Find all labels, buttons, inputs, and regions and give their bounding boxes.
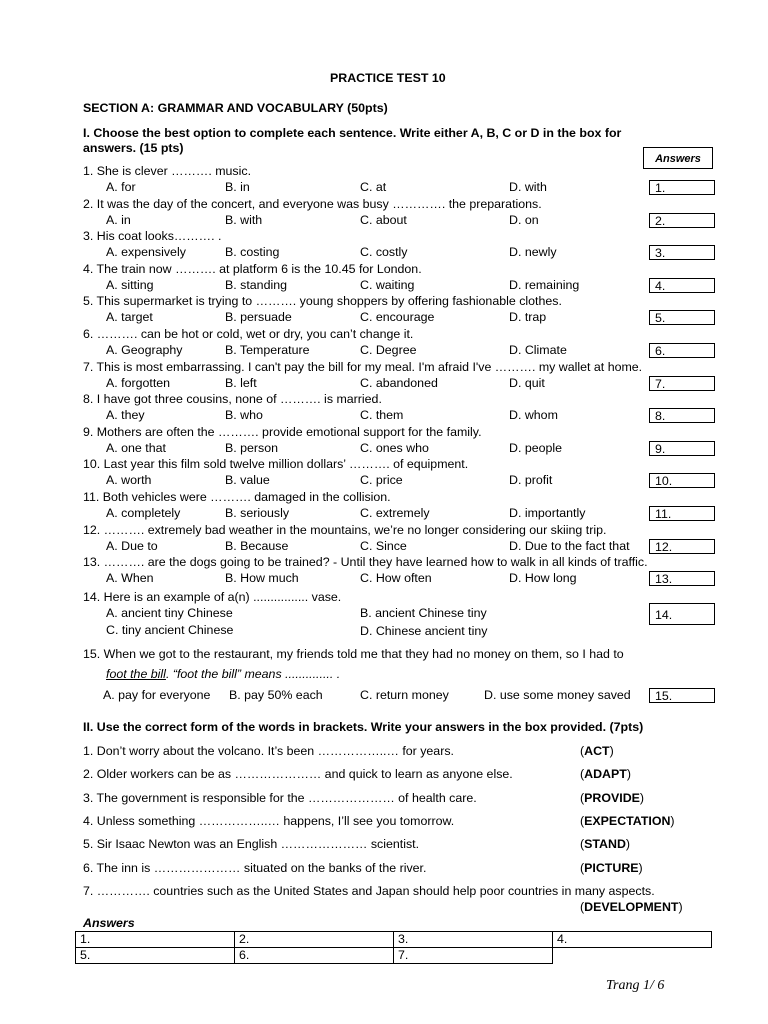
option-d: D. people	[509, 440, 563, 455]
option-d: D. quit	[509, 375, 545, 390]
option-c: C. ones who	[360, 440, 429, 455]
answers-label: Answers	[83, 916, 135, 930]
answer-box[interactable]: 2.	[649, 213, 715, 228]
option-b: B. ancient Chinese tiny	[360, 606, 487, 620]
option-a: A. forgotten	[106, 375, 171, 390]
question-stem: 12. ………. extremely bad weather in the mountains, we’re no longer considering our skiing trip.	[83, 522, 607, 537]
table-row	[76, 948, 712, 964]
page-title: PRACTICE TEST 10	[330, 71, 446, 85]
option-c: C. price	[360, 473, 403, 488]
option-c: C. waiting	[360, 277, 415, 292]
root-word-text: STAND	[584, 837, 626, 851]
option-a: A. for	[106, 180, 136, 194]
option-a: A. pay for everyone	[103, 688, 211, 702]
word-form-sentence: 6. The inn is ………………… situated on the banks of the river.	[83, 861, 427, 875]
question-stem: 13. ………. are the dogs going to be trained? - Until they have learned how to walk in all kinds of traffic.	[83, 555, 648, 570]
option-d: D. importantly	[509, 506, 586, 520]
root-word: (DEVELOPMENT)	[580, 900, 683, 914]
answer-box[interactable]: 14.	[649, 603, 715, 625]
option-d: D. use some money saved	[484, 688, 631, 702]
root-word-text: PICTURE	[584, 861, 639, 875]
option-b: B. Because	[225, 538, 289, 553]
word-form-sentence: 5. Sir Isaac Newton was an English ………………… scientist.	[83, 837, 420, 851]
option-c: C. extremely	[360, 506, 430, 520]
answer-box[interactable]: 8.	[649, 408, 715, 423]
option-a: A. one that	[106, 440, 166, 455]
option-b: B. who	[225, 408, 263, 423]
option-d: D. How long	[509, 571, 577, 586]
option-d: D. Due to the fact that	[509, 538, 630, 553]
answer-box[interactable]: 13.	[649, 571, 715, 586]
question-stem: 2. It was the day of the concert, and everyone was busy …………. the preparations.	[83, 196, 542, 211]
option-b: B. Temperature	[225, 343, 310, 357]
option-b: B. value	[225, 473, 270, 488]
answer-box[interactable]: 3.	[649, 245, 715, 260]
answer-box[interactable]: 7.	[649, 376, 715, 391]
answer-box[interactable]: 15.	[649, 688, 715, 703]
answer-box[interactable]: 9.	[649, 441, 715, 456]
option-c: C. tiny ancient Chinese	[106, 623, 234, 637]
question-stem: 10. Last year this film sold twelve million dollars’ ………. of equipment.	[83, 457, 469, 472]
question-stem: 6. ………. can be hot or cold, wet or dry, you can’t change it.	[83, 327, 414, 341]
word-form-sentence: 4. Unless something ……………..… happens, I’ll see you tomorrow.	[83, 814, 455, 828]
option-b: B. seriously	[225, 506, 290, 520]
option-a: A. they	[106, 408, 145, 423]
answer-box[interactable]: 10.	[649, 473, 715, 488]
option-d: D. with	[509, 180, 547, 194]
root-word-text: ACT	[584, 744, 610, 758]
root-word: (ACT)	[580, 744, 614, 758]
answers-header-box: Answers	[643, 147, 713, 169]
option-a: A. Due to	[106, 538, 158, 553]
option-a: A. completely	[106, 506, 181, 520]
option-c: C. How often	[360, 571, 432, 586]
answer-box[interactable]: 4.	[649, 278, 715, 293]
option-c: C. about	[360, 212, 407, 227]
option-b: B. person	[225, 440, 279, 455]
question-stem: 11. Both vehicles were ………. damaged in the collision.	[83, 490, 391, 504]
part1-instructions-line2: answers. (15 pts)	[83, 141, 184, 155]
page-number: Trang 1/ 6	[606, 978, 665, 993]
question-stem: 9. Mothers are often the ………. provide emotional support for the family.	[83, 424, 482, 439]
option-c: C. abandoned	[360, 375, 438, 390]
option-b: B. How much	[225, 571, 299, 586]
word-form-sentence: 1. Don’t worry about the volcano. It’s been ……………..… for years.	[83, 744, 454, 758]
empty-cell	[553, 948, 712, 964]
option-b: B. in	[225, 180, 250, 194]
answer-box[interactable]: 1.	[649, 180, 715, 195]
option-d: D. Climate	[509, 343, 567, 357]
answer-box[interactable]: 5.	[649, 310, 715, 325]
word-form-sentence: 3. The government is responsible for the ………………… of health care.	[83, 791, 477, 805]
option-d: D. profit	[509, 473, 553, 488]
question-stem: 4. The train now ………. at platform 6 is the 10.45 for London.	[83, 261, 422, 276]
root-word-text: ADAPT	[584, 767, 627, 781]
option-b: B. persuade	[225, 310, 292, 325]
option-d: D. Chinese ancient tiny	[360, 624, 488, 638]
option-b: B. with	[225, 212, 263, 227]
question-stem: 8. I have got three cousins, none of ………. is married.	[83, 392, 382, 407]
root-word-text: DEVELOPMENT	[584, 900, 679, 914]
option-d: D. whom	[509, 408, 558, 423]
option-d: D. newly	[509, 245, 557, 260]
question-stem-rest: . “foot the bill” means .............. .	[165, 667, 341, 681]
option-a: A. target	[106, 310, 153, 325]
option-d: D. remaining	[509, 277, 580, 292]
underlined-phrase: foot the bill	[106, 667, 166, 681]
option-d: D. on	[509, 212, 539, 227]
root-word: (PROVIDE)	[580, 791, 645, 805]
root-word: (PICTURE)	[580, 861, 643, 875]
option-c: C. costly	[360, 245, 408, 260]
option-a: A. worth	[106, 473, 152, 488]
question-stem: 3. His coat looks………. .	[83, 229, 222, 244]
answer-cell[interactable]: 4.	[553, 932, 712, 948]
root-word: (STAND)	[580, 837, 631, 851]
option-c: C. Since	[360, 538, 407, 553]
root-word: (EXPECTATION)	[580, 814, 675, 828]
word-form-sentence: 2. Older workers can be as ………………… and quick to learn as anyone else.	[83, 767, 513, 781]
option-a: A. Geography	[106, 343, 183, 357]
answer-table	[75, 931, 712, 964]
option-a: A. expensively	[106, 245, 186, 260]
answer-cell[interactable]: 1.	[76, 932, 235, 948]
answer-box[interactable]: 6.	[649, 343, 715, 358]
word-form-sentence: 7. …………. countries such as the United States and Japan should help poor countries in many aspects.	[83, 884, 655, 898]
question-stem: 14. Here is an example of a(n) ................ vase.	[83, 590, 342, 604]
option-b: B. costing	[225, 245, 280, 260]
table-row	[76, 932, 712, 948]
option-d: D. trap	[509, 310, 547, 325]
root-word-text: EXPECTATION	[584, 814, 671, 828]
answer-cell[interactable]: 3.	[394, 932, 553, 948]
option-b: B. pay 50% each	[229, 688, 323, 702]
option-b: B. left	[225, 375, 257, 390]
option-a: A. in	[106, 212, 131, 227]
answer-cell[interactable]: 2.	[235, 932, 394, 948]
option-a: A. ancient tiny Chinese	[106, 606, 233, 620]
answer-cell[interactable]: 6.	[235, 948, 394, 964]
question-stem: 5. This supermarket is trying to ………. young shoppers by offering fashionable clothes.	[83, 294, 562, 309]
option-a: A. When	[106, 571, 154, 586]
answer-box[interactable]: 12.	[649, 539, 715, 554]
question-stem: 1. She is clever ………. music.	[83, 164, 252, 178]
answer-box[interactable]: 11.	[649, 506, 715, 521]
section-heading: SECTION A: GRAMMAR AND VOCABULARY (50pts)	[83, 101, 388, 115]
option-c: C. encourage	[360, 310, 435, 325]
part2-instructions: II. Use the correct form of the words in brackets. Write your answers in the box provided. (7pts)	[83, 720, 644, 734]
option-c: C. at	[360, 180, 387, 194]
question-stem: 15. When we got to the restaurant, my friends told me that they had no money on them, so I had to	[83, 647, 624, 661]
root-word: (ADAPT)	[580, 767, 631, 781]
option-c: C. return money	[360, 688, 449, 702]
part1-instructions-line1: I. Choose the best option to complete each sentence. Write either A, B, C or D in the box for	[83, 126, 622, 140]
answer-cell[interactable]: 5.	[76, 948, 235, 964]
option-a: A. sitting	[106, 277, 154, 292]
question-stem: 7. This is most embarrassing. I can't pay the bill for my meal. I'm afraid I've ………. my wallet at home.	[83, 359, 643, 374]
option-b: B. standing	[225, 277, 287, 292]
root-word-text: PROVIDE	[584, 791, 640, 805]
question-stem-cont	[106, 667, 340, 682]
option-c: C. them	[360, 408, 404, 423]
answer-cell[interactable]: 7.	[394, 948, 553, 964]
option-c: C. Degree	[360, 343, 417, 357]
